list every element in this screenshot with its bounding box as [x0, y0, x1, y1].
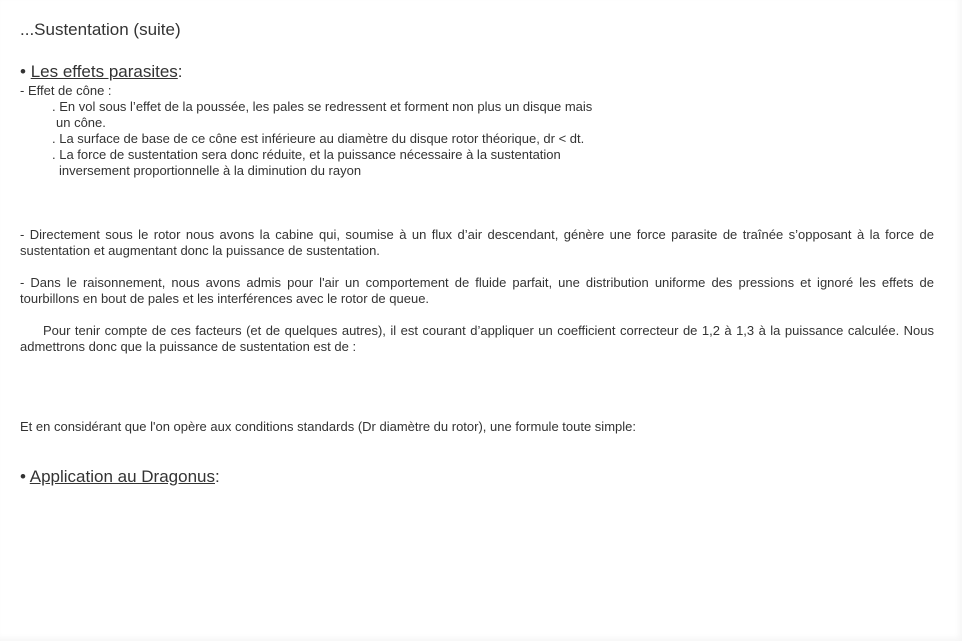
section-heading-label: Les effets parasites [30, 62, 178, 81]
paragraph-coefficient: Pour tenir compte de ces facteurs (et de quelques autres), il est courant d’appliquer un coefficient correcteur de 1,2 à 1,3 à la puissance calculée. Nous admettrons donc que la puissance de sustentation est de : [20, 323, 934, 354]
paragraph-cabine: - Directement sous le rotor nous avons la cabine qui, soumise à un flux d’air descendant, génère une force parasite de traînée s’opposant à la force de sustentation et augmentant donc la puissance de sustentation. [20, 227, 934, 258]
cone-line-5: inversement proportionnelle à la diminution du rayon [59, 163, 362, 178]
paragraph-conditions: Et en considérant que l'on opère aux conditions standards (Dr diamètre du rotor), une formule toute simple: [20, 419, 636, 434]
cone-line-3: . La surface de base de ce cône est inférieure au diamètre du disque rotor théorique, dr < dt. [52, 131, 585, 146]
bullet: • [20, 62, 26, 81]
section-heading-suffix: : [177, 62, 183, 81]
cone-line-1: . En vol sous l’effet de la poussée, les pales se redressent et forment non plus un disque mais [52, 99, 593, 114]
bullet: • [20, 467, 26, 486]
slide-title: ...Sustentation (suite) [20, 20, 181, 39]
paragraph-raisonnement: - Dans le raisonnement, nous avons admis pour l'air un comportement de fluide parfait, une distribution uniforme des pressions et ignoré les effets de tourbillons en bout de pales et les interférences avec le rotor de queue. [20, 275, 934, 306]
section-heading-application [20, 467, 220, 487]
cone-line-4: . La force de sustentation sera donc réduite, et la puissance nécessaire à la sustentation [52, 147, 561, 162]
section-heading-label: Application au Dragonus [29, 467, 215, 486]
cone-line-2: un cône. [56, 115, 106, 130]
section-heading-parasites [20, 62, 183, 82]
cone-heading: - Effet de cône : [20, 83, 112, 98]
section-heading-suffix: : [214, 467, 220, 486]
